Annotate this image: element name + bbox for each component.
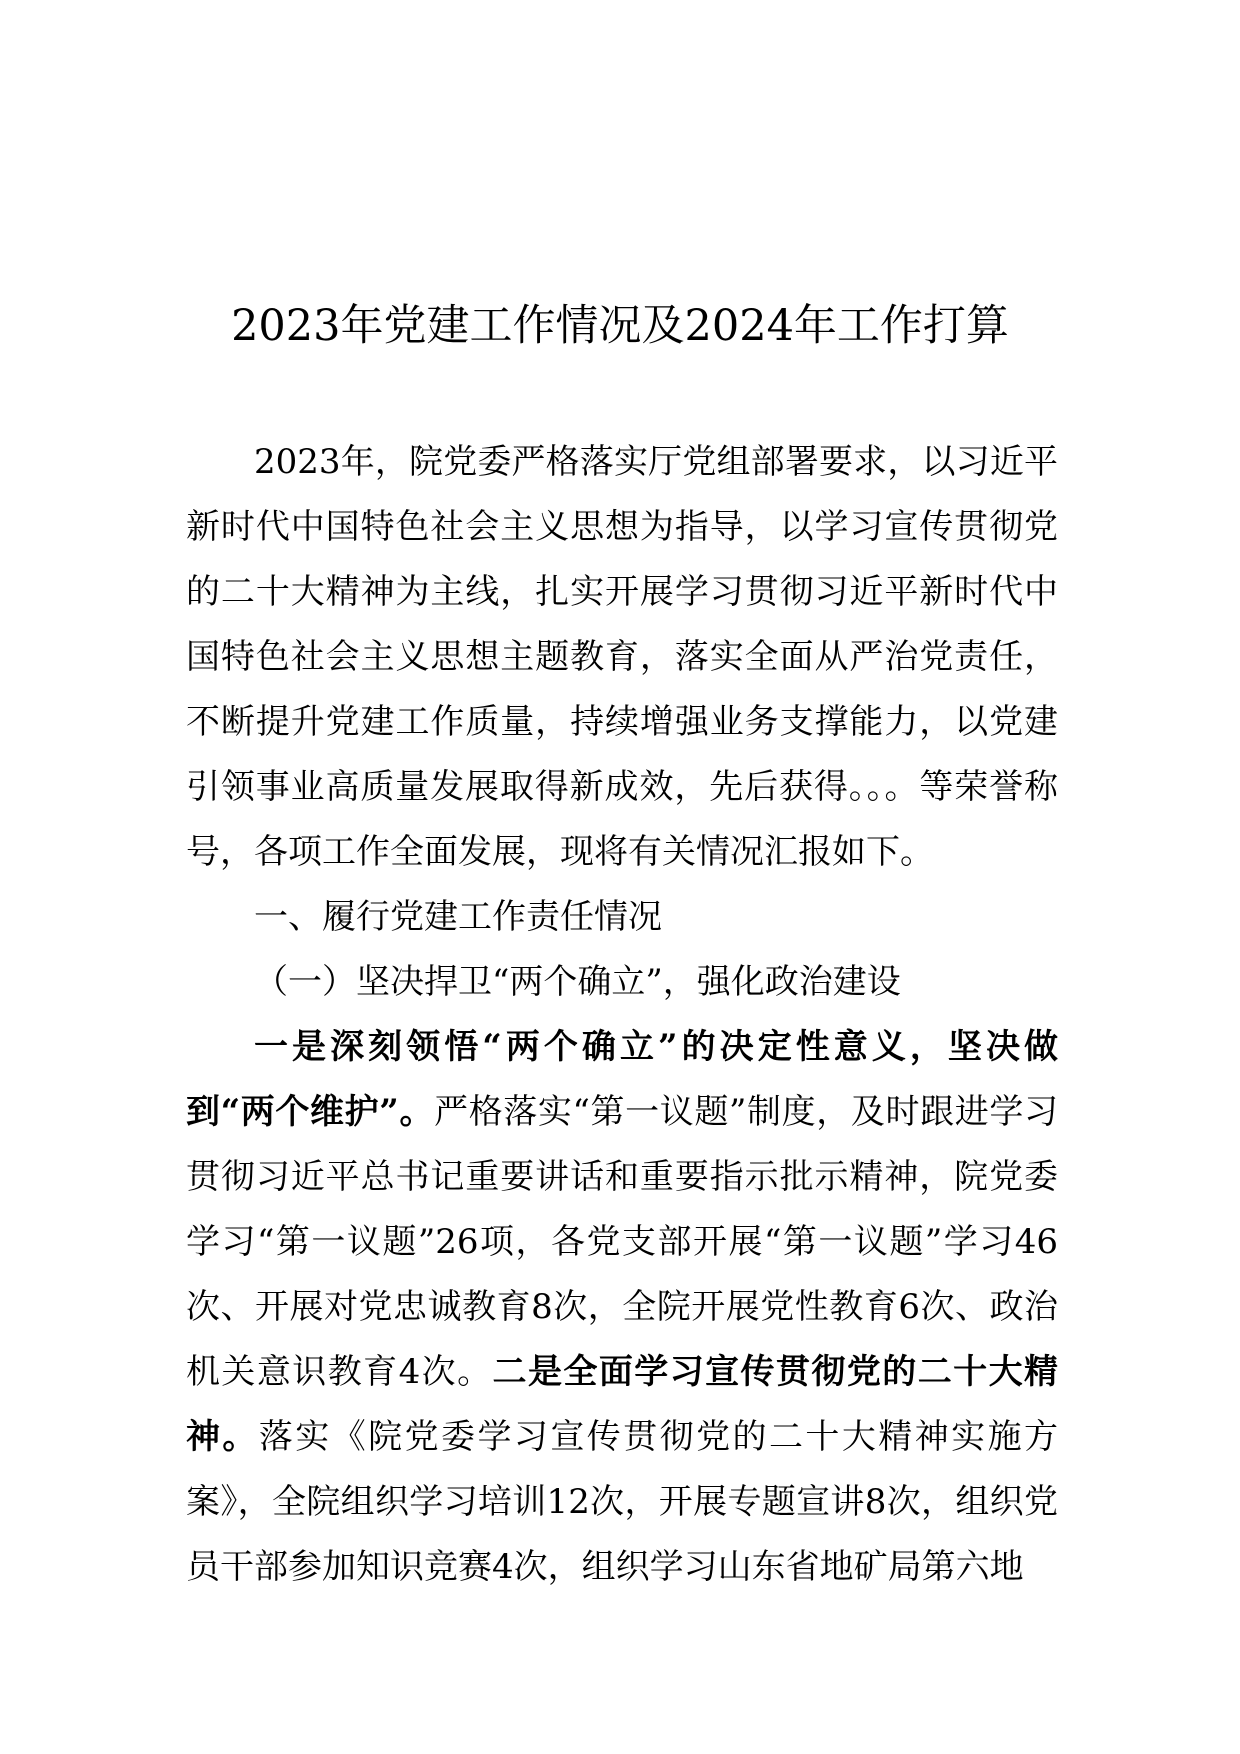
document-body [186, 430, 1058, 1600]
body-paragraph [186, 1015, 1058, 1600]
document-title: 2023年党建工作情况及2024年工作打算 [231, 301, 1009, 351]
point-one-lead: 一是深刻领悟“两个确立”的决定性意义，坚决做到“两个维护”。 [186, 1027, 1058, 1132]
section-heading: 一、履行党建工作责任情况 [254, 897, 662, 937]
point-one-text: 严格落实“第一议题”制度，及时跟进学习贯彻习近平总书记重要讲话和重要指示批示精神，院党委学习“第一议题”26项，各党支部开展“第一议题”学习46次、开展对党忠诚教育8次，全院开展党性教育6次、政治机关意识教育4次。 [186, 1092, 1058, 1392]
subsection-heading: （一）坚决捍卫“两个确立”，强化政治建设 [254, 962, 901, 1002]
intro-paragraph: 2023年，院党委严格落实厅党组部署要求，以习近平新时代中国特色社会主义思想为指导，以学习宣传贯彻党的二十大精神为主线，扎实开展学习贯彻习近平新时代中国特色社会主义思想主题教育，落实全面从严治党责任，不断提升党建工作质量，持续增强业务支撑能力，以党建引领事业高质量发展取得新成效，先后获得。。。等荣誉称号，各项工作全面发展，现将有关情况汇报如下。 [186, 442, 1058, 872]
point-two-lead: 二是全面学习宣传贯彻党的二十大精神。 [186, 1352, 1059, 1457]
point-two-text: 落实《院党委学习宣传贯彻党的二十大精神实施方案》，全院组织学习培训12次，开展专题宣讲8次，组织党员干部参加知识竞赛4次，组织学习山东省地矿局第六地 [186, 1417, 1059, 1587]
